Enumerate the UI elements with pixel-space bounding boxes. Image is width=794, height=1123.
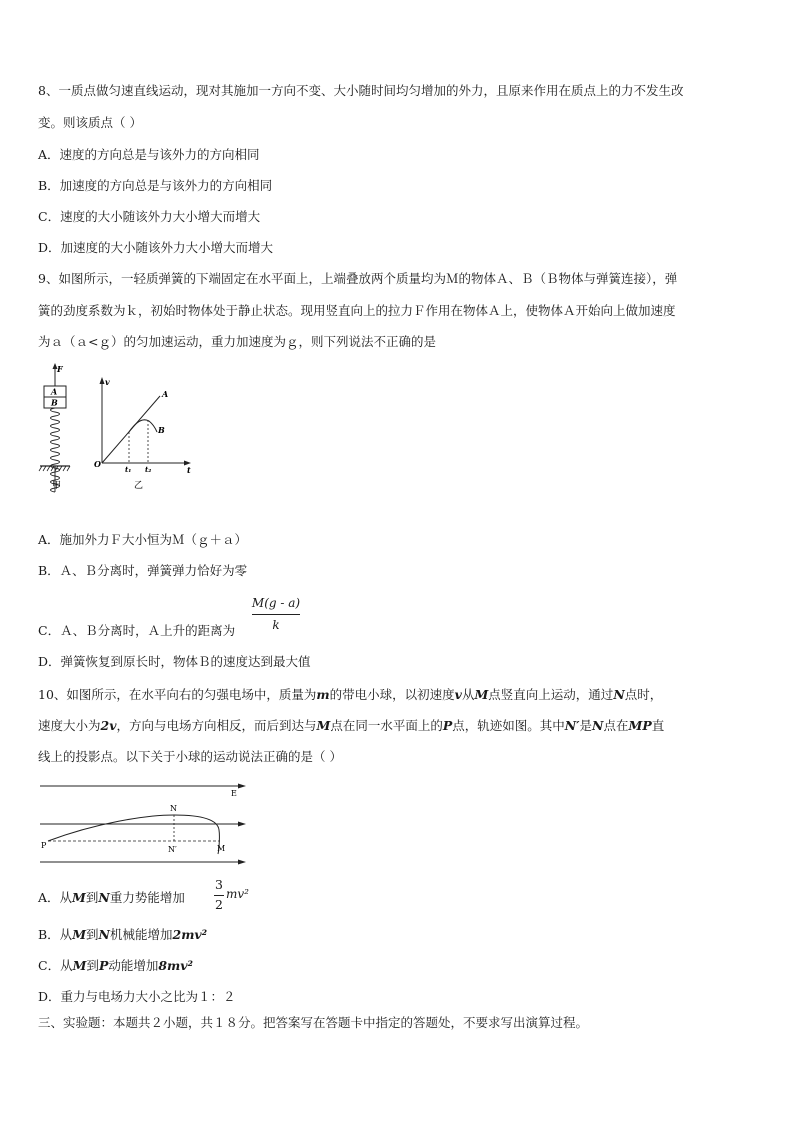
q10-text: 点在 xyxy=(603,718,629,733)
var-m-point: M xyxy=(72,927,87,942)
q9-c-denominator: k xyxy=(272,618,280,632)
q10-option-b xyxy=(38,926,207,944)
field-arrow-mid xyxy=(238,822,246,827)
var-p: P xyxy=(98,958,109,973)
q8-option-a: A．速度的方向总是与该外力的方向相同 xyxy=(38,147,260,162)
q9-option-d: D．弹簧恢复到原长时，物体Ｂ的速度达到最大值 xyxy=(38,654,311,669)
q10-text: 速度大小为 xyxy=(38,718,101,733)
field-arrow-top xyxy=(238,784,246,789)
label-v: v xyxy=(105,377,110,387)
label-n-prime: N′ xyxy=(168,845,177,854)
var-m-point: M xyxy=(72,890,86,905)
var-n: N xyxy=(98,890,110,905)
q10-b-value: 2mv² xyxy=(172,927,208,942)
field-arrow-bottom xyxy=(238,860,246,865)
q10-a-numerator: 3 xyxy=(215,877,223,892)
label-n: N xyxy=(170,804,177,813)
q9-c-numerator: M(g - a) xyxy=(251,596,301,610)
q10-c-value: 8mv² xyxy=(158,958,194,973)
q9-option-b: B．Ａ、Ｂ分离时，弹簧弹力恰好为零 xyxy=(38,563,248,578)
q10-stem-line2 xyxy=(38,717,664,735)
q10-option-text: 重力势能增加 xyxy=(109,890,185,905)
q10-stem-line1 xyxy=(38,686,662,704)
var-m-point: M xyxy=(474,687,489,702)
label-m: M xyxy=(217,844,226,853)
label-e: E xyxy=(231,789,237,798)
label-curve-a: A xyxy=(162,389,169,399)
q8-option-b: B．加速度的方向总是与该外力的方向相同 xyxy=(38,178,273,193)
label-t2: t₂ xyxy=(145,465,152,474)
q10-option-text: 到 xyxy=(85,890,99,905)
q10-option-text: 动能增加 xyxy=(108,958,159,973)
label-origin: O xyxy=(94,459,101,469)
q10-option-text: B．从 xyxy=(38,927,73,942)
label-p: P xyxy=(41,841,47,850)
q10-a-denominator: 2 xyxy=(215,897,223,912)
label-f: F xyxy=(57,364,63,374)
q10-text: ，方向与电场方向相反，而后到达与 xyxy=(116,718,317,733)
q10-option-a xyxy=(38,889,185,907)
q10-text: 点在同一水平面上的 xyxy=(330,718,443,733)
q10-option-text: 机械能增加 xyxy=(109,927,173,942)
q8-stem-line1: 8、一质点做匀速直线运动，现对其施加一方向不变、大小随时间均匀增加的外力，且原来作用在质点上的力不发生改 xyxy=(38,83,684,98)
var-n-prime: N′ xyxy=(564,718,580,733)
q9-option-c: C．Ａ、Ｂ分离时，Ａ上升的距离为 xyxy=(38,623,236,638)
q10-a-mv2: mv² xyxy=(226,887,249,901)
var-mp: MP xyxy=(628,718,652,733)
q10-text: 点竖直向上运动，通过 xyxy=(488,687,614,702)
q10-text: 直 xyxy=(651,718,665,733)
var-2v: 2v xyxy=(100,718,117,733)
q9-c-fraction-bar xyxy=(252,614,300,615)
var-p: P xyxy=(442,718,453,733)
var-n: N xyxy=(613,687,625,702)
q10-option-text: A．从 xyxy=(38,890,73,905)
var-n: N xyxy=(98,927,110,942)
q10-text: 10、如图所示，在水平向右的匀强电场中，质量为 xyxy=(38,687,317,702)
q8-option-c: C．速度的大小随该外力大小增大而增大 xyxy=(38,209,261,224)
q10-option-text: C．从 xyxy=(38,958,73,973)
var-n: N xyxy=(592,718,604,733)
v-axis-arrow xyxy=(100,377,105,384)
q10-option-c xyxy=(38,957,193,975)
q9-stem-line1: 9、如图所示，一轻质弹簧的下端固定在水平面上，上端叠放两个质量均为Ｍ的物体Ａ、Ｂ（Ｂ物体与弹簧连接），弹 xyxy=(38,271,678,286)
section3-heading: 三、实验题：本题共２小题，共１８分。把答案写在答题卡中指定的答题处，不要求写出演算过程。 xyxy=(38,1015,589,1030)
q10-text: 点时， xyxy=(624,687,663,702)
var-m: m xyxy=(316,687,330,702)
q10-text: 从 xyxy=(461,687,475,702)
label-t: t xyxy=(187,465,191,475)
curve-b xyxy=(129,420,157,432)
q10-field-figure xyxy=(36,778,266,868)
q9-stem-line2: 簧的劲度系数为ｋ，初始时物体处于静止状态。现用竖直向上的拉力Ｆ作用在物体Ａ上，使物体Ａ开始向上做加速度 xyxy=(38,303,676,318)
label-t1: t₁ xyxy=(125,465,132,474)
label-block-b: B xyxy=(51,397,58,408)
q10-option-text: 到 xyxy=(86,958,99,973)
q10-option-text: 到 xyxy=(86,927,99,942)
label-curve-b: B xyxy=(158,425,165,435)
q8-option-d: D．加速度的大小随该外力大小增大而增大 xyxy=(38,240,274,255)
q10-option-d: D．重力与电场力大小之比为１：２ xyxy=(38,989,236,1004)
q9-stem-line3: 为ａ（ａ<ｇ）的匀加速运动，重力加速度为ｇ，则下列说法不正确的是 xyxy=(38,334,436,349)
ground-hatch xyxy=(39,466,70,471)
trajectory xyxy=(48,815,219,854)
q10-text: 点，轨迹如图。其中 xyxy=(452,718,565,733)
var-m-point: M xyxy=(316,718,331,733)
q10-a-fraction-bar xyxy=(214,895,224,896)
q9-spring-figure xyxy=(34,360,94,500)
label-block-a: A xyxy=(51,386,58,397)
q10-text: 是 xyxy=(579,718,593,733)
q9-option-a: A．施加外力Ｆ大小恒为Ｍ（ｇ＋ａ） xyxy=(38,532,248,547)
q8-stem-line2: 变。则该质点（ ） xyxy=(38,115,142,130)
var-m-point: M xyxy=(72,958,87,973)
caption-jia: 甲 xyxy=(52,481,62,491)
q9-vt-graph xyxy=(92,374,202,504)
q10-text: 的带电小球，以初速度 xyxy=(329,687,455,702)
var-v: v xyxy=(454,687,462,702)
q10-stem-line3: 线上的投影点。以下关于小球的运动说法正确的是（ ） xyxy=(38,749,342,764)
caption-yi: 乙 xyxy=(134,481,144,491)
